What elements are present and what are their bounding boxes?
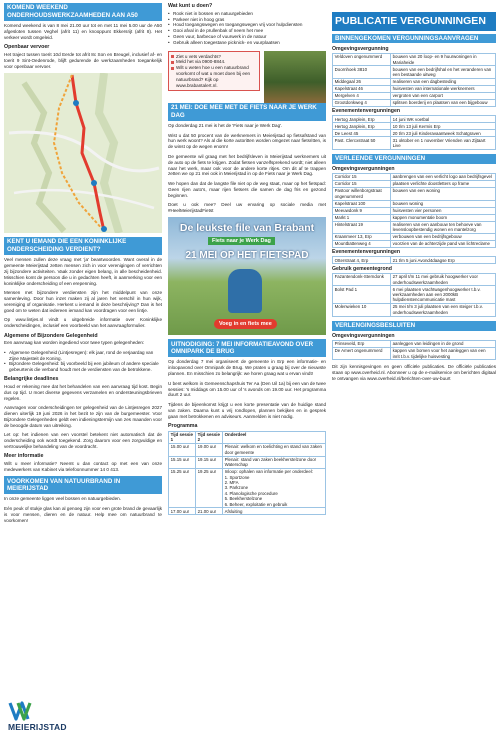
description-cell: splitsen boerderij en plaatsen van een bijgebouw bbox=[391, 99, 496, 106]
nat-p1: In onze gemeente liggen veel bossen en natuurgebieden. bbox=[4, 496, 121, 502]
deadlines-heading: Belangrijke deadlines bbox=[4, 376, 59, 383]
description-cell: realiseren van een aanbouw ten behoeve van levensloopbestendig wonen en mantelzorg bbox=[391, 221, 496, 233]
table-cell: 15.00 uur bbox=[169, 444, 196, 456]
ond-p2: Mensen met bijzondere verdiensten zijn het middelpunt van onze samenleving. Door hun inzet maken zij al jaren het verschil in hun wijk, vereniging of organisatie. Herkent u iemand in deze beschrijving? Dan is het goed om te weten dat iedereen iemand kan voordragen voor een lintje. bbox=[4, 290, 162, 313]
section-title-onderscheiding: KENT U IEMAND DIE EEN KONINKLIJKE ONDERSCHEIDING VERDIENT? bbox=[4, 237, 162, 255]
deadlines-p3: Let op: het indienen van een voorstel betekent niet automatisch dat de onderscheiding ook wordt toegekend. Zorg daarom voor een zorgvuldige en vertrouwelijke behandeling van de voordracht. bbox=[4, 432, 162, 449]
table-row bbox=[333, 174, 496, 181]
table-row bbox=[333, 286, 496, 304]
address-cell: Veldoven ongenummerd bbox=[333, 53, 391, 65]
table-row bbox=[333, 257, 496, 264]
table-row bbox=[333, 348, 496, 360]
address-cell: Kapelstraat 100 bbox=[333, 200, 391, 207]
gelegenheid-list bbox=[4, 350, 162, 374]
description-cell: kappen monumentale boom bbox=[391, 214, 496, 221]
alg-heading: Algemene of Bijzondere Gelegenheid bbox=[4, 332, 98, 339]
cyclist-figure bbox=[228, 269, 262, 313]
table-header: Tijd sessie 1 bbox=[169, 431, 196, 443]
omni-p3: Tijdens de bijeenkomst krijgt u een korte presentatie van de huidige stand van zaken. Daarna kunt u vrij rondlopen, plannen bekijken en in gesprek gaan met betrokkenen en adviseurs. Aanmelden is niet nodig. bbox=[168, 401, 326, 419]
nat-p2: Eén peuk of stukje glas kan al genoeg zijn voor een grote brand de gevaarlijk is voor mensen, dieren en de natuur. Help mee om natuurbrand te voorkomen! bbox=[4, 505, 162, 523]
verleend-evenementen-table bbox=[332, 256, 496, 264]
description-cell: realiseren van een dagbesteding bbox=[391, 78, 496, 85]
table-cell: Inloop: ophalen van informatie per onderdeel: 1. Sportzone 2. MFA 3. Parkzone 4. Planologische procedure 5. Beekherstelzone 6. Beheer, exploitatie en gebruik bbox=[223, 468, 326, 507]
table-cell: 19.15 uur bbox=[196, 456, 223, 468]
table-row bbox=[333, 273, 496, 285]
address-cell: Meeuwdonk 9 bbox=[333, 207, 391, 214]
address-cell: Middegaal 26 bbox=[333, 78, 391, 85]
table-row bbox=[333, 240, 496, 247]
address-cell: Molenwieken 10 bbox=[333, 304, 391, 316]
description-cell: bouwen van een woning bbox=[391, 188, 496, 200]
table-row bbox=[333, 116, 496, 123]
table-header: Tijd sessie 2 bbox=[196, 431, 223, 443]
address-cell: Mergelven 4 bbox=[333, 92, 391, 99]
address-cell: Corridor 15 bbox=[333, 174, 391, 181]
address-cell: Kapelstraat 46 bbox=[333, 85, 391, 92]
address-cell: Pastoor willenborgstraat ongenummerd bbox=[333, 188, 391, 200]
fiets-p5: Doet u ook mee? Deel uw ervaring op sociale media met #HeelMeierijstadFietst bbox=[168, 202, 326, 213]
fiets-p3: De gemeente wil graag met het bedrijfsleven in Meierijstad werknemers uit de auto op de fiets te krijgen. Zodat fietsen vanzelfsprekend wordt; niet alleen naar het werk, maar ook voor de andere korte ritjes. Om dit af te trappen zetten we op 21 mei ook in Meierijstad in op de Fiets naar je Werk Dag. bbox=[168, 153, 326, 177]
table-cell: 19.00 uur bbox=[196, 444, 223, 456]
sub-omgeving: Omgevingsvergunningen bbox=[332, 333, 395, 340]
list-item: • Bijzondere Gelegenheid: bij voorbeeld bij een jubileum of andere speciale gebeurtenis die verband houdt met de verdiensten van de betrokkene. bbox=[4, 361, 162, 373]
ond-p3: Op www.lintjes.nl vindt u uitgebreide informatie over Koninklijke onderscheidingen, inclusief een voorbeeld van het aanvraagformulier. bbox=[4, 317, 162, 329]
meer-heading: Meer informatie bbox=[4, 453, 44, 460]
table-cell: 17.00 uur bbox=[169, 508, 196, 515]
column-right bbox=[332, 0, 496, 386]
table-row bbox=[333, 130, 496, 137]
description-cell: 21 t/m 5 juni Avond4daagse Erp bbox=[391, 257, 496, 264]
a50-intro: Komend weekend is van 8 mei 21.00 uur tot en met 11 mei 5.00 uur de A50 afgesloten tussen Veghel (afrit 11) en knooppunt Ekkersrijt (afrit 8). Het verkeer wordt omgeleid. bbox=[4, 23, 162, 40]
ov-text: Het traject tussen toerit 10d Eerde tot afrit 8c Son en Breugel, inclusief af- en toerit 9 Sint-Oedenrode, blijft gedurende de werkzaamheden toegankelijk voor openbaar vervoer. bbox=[4, 51, 162, 69]
alert-box bbox=[168, 51, 260, 91]
list-item: • Gebruik alleen toegestane picknick- en vuurplaatsen bbox=[168, 40, 326, 46]
table-row bbox=[333, 53, 496, 65]
promo-subtitle: Fiets naar je Werk Dag bbox=[208, 237, 275, 245]
meierijstad-logo bbox=[4, 697, 94, 735]
fiets-promo-image bbox=[168, 217, 326, 335]
table-row bbox=[333, 78, 496, 85]
description-cell: 6 mei plaatsen vrachtwagenhoogwerker t.b.v. werkzaamheden aan een 2000kB hulpdienstencommunicatie mast bbox=[391, 286, 496, 304]
description-cell: 10 t/m 13 juli Kermis Erp bbox=[391, 123, 496, 130]
description-cell: 27 april t/m 11 mei gebruik hoogwerker voor onderhoudswerkzaamheden bbox=[391, 273, 496, 285]
address-cell: Hertog Janplein, Erp bbox=[333, 116, 391, 123]
table-cell: 21.00 uur bbox=[196, 508, 223, 515]
table-row bbox=[333, 233, 496, 240]
table-row bbox=[333, 123, 496, 130]
table-row bbox=[333, 181, 496, 188]
table-row bbox=[333, 99, 496, 106]
section-title-omnipark: UITNODIGING: 7 MEI INFORMATIEAVOND OVER OMNIPARK DE BRUG bbox=[168, 339, 326, 357]
sub-evenementen: Evenementenvergunningen bbox=[332, 249, 401, 256]
list-item: • Gooi afval in de prullenbak of neem het mee bbox=[168, 28, 326, 34]
table-row bbox=[169, 508, 326, 515]
binnengekomen-evenementen-table bbox=[332, 115, 496, 149]
table-row bbox=[333, 200, 496, 207]
promo-button[interactable]: Voeg in en fiets mee bbox=[214, 319, 277, 329]
ov-heading: Openbaar vervoer bbox=[4, 44, 50, 51]
description-cell: 25 mei t/m 3 juli plaatsen van een steiger t.b.v. onderhoudswerkzaamheden bbox=[391, 304, 496, 316]
section-title-a50: KOMEND WEEKEND ONDERHOUDSWERKZAAMHEDEN AAN A50 bbox=[4, 3, 162, 21]
table-row bbox=[333, 66, 496, 78]
meer-text: Wilt u meer informatie? Neemt u dan contact op met een van onze medewerkers van Kabinet via telefoonnummer 14 0 413. bbox=[4, 461, 162, 472]
description-cell: bouwen van 20 loop- en 9 huurwoningen in Mariaheide bbox=[391, 53, 496, 65]
table-row bbox=[169, 444, 326, 456]
deadlines-p2: Aanvragen voor onderscheidingen ter gelegenheid van de Lintjesregen 2027 dienen uiterlijk 19 juni 2026 in het bezit te zijn van de burgemeester. Voor Bijzondere Gelegenheden geldt een indieningstermijn van zes maanden voor de beoogde datum van uitreiking. bbox=[4, 405, 162, 428]
omni-p2: U bent welkom in Gemeenschapshuis Ter Aa (Den Uil 1a) bij een van de twee sessies: 's middags om 15.00 uur of 's avonds om 19.00 uur. Het programma duurt 2 uur. bbox=[168, 380, 326, 398]
description-cell: 20 t/m 23 juli Kinderavaantweek Schatgraven bbox=[391, 130, 496, 137]
deadlines-p1: Houd er rekening mee dat het behandelen van een aanvraag tijd kost. Begin dus op tijd. U moet diverse gegevens verzamelen en ondersteuningsbrieven regelen. bbox=[4, 383, 162, 401]
programma-table bbox=[168, 431, 326, 516]
table-row bbox=[169, 456, 326, 468]
table-row bbox=[169, 468, 326, 507]
map-graphic bbox=[4, 73, 162, 233]
description-cell: voorzien van de achterzijde pand van lichtreclame bbox=[391, 240, 496, 247]
address-cell: Fazantendonk-Sterndonk bbox=[333, 273, 391, 285]
description-cell: huisvesten vier personen bbox=[391, 207, 496, 214]
forest-photo bbox=[264, 51, 326, 103]
gemeentegrond-table bbox=[332, 273, 496, 317]
section-title-fiets: 21 MEI: DOE MEE MET DE FIETS NAAR JE WERK DAG bbox=[168, 103, 326, 121]
table-cell: Plenair: welkom en toelichting en stand van zaken door gemeente bbox=[223, 444, 326, 456]
description-cell: verbouwen van een bedrijfsgebouw bbox=[391, 233, 496, 240]
address-cell: De Amert ongenummerd bbox=[333, 348, 391, 360]
address-cell: De Leest 45 bbox=[333, 130, 391, 137]
description-cell: aanleggen van leidingen in de grond bbox=[391, 341, 496, 348]
programma-heading: Programma bbox=[168, 423, 198, 430]
description-cell: bouwen woning bbox=[391, 200, 496, 207]
address-cell: Grootdonkweg 4 bbox=[333, 99, 391, 106]
section-title-verlenging: VERLENGINGSBESLUITEN bbox=[332, 321, 496, 331]
fiets-p1: Op donderdag 21 mei is het de 'Fiets naar je Werk Dag'. bbox=[168, 123, 283, 129]
address-cell: Hertog Janplein, Erp bbox=[333, 123, 391, 130]
table-row bbox=[333, 188, 496, 200]
ond-p1: Veel mensen zullen deze vraag met 'ja' beantwoorden. Want overal in de gemeente Meierijstad zetten mensen zich in voor verenigingen of verrichten zij bijzondere activiteiten. Vaak zonder eigen belang, in alle bescheidenheid. Misschien komt de persoon die u in gedachten heeft, in aanmerking voor een koninklijke onderscheiding of een erepenning. bbox=[4, 257, 162, 286]
description-cell: plaatsen verlichte doostletters op frame bbox=[391, 181, 496, 188]
section-title-binnengekomen: BINNENGEKOMEN VERGUNNINGSAANVRAGEN bbox=[332, 34, 496, 44]
wat-heading: Wat kunt u doen? bbox=[168, 3, 213, 9]
table-header-row bbox=[169, 431, 326, 443]
sub-evenementen: Evenementenvergunningen bbox=[332, 108, 401, 115]
table-row bbox=[333, 214, 496, 221]
list-item: • Parkeer niet in hoog gras bbox=[168, 17, 326, 23]
description-cell: aanbrengen van een verlicht logo aan bedrijfsgevel bbox=[391, 174, 496, 181]
list-item: • Algemene Gelegenheid (Lintjesregen): elk jaar, rond de verjaardag van Zijne Majesteit de Koning. bbox=[4, 350, 162, 362]
promo-date: 21 MEI OP HET FIETSPAD bbox=[185, 250, 309, 262]
address-cell: Hintelstraat 19 bbox=[333, 221, 391, 233]
description-cell: vergroten van een carport bbox=[391, 92, 496, 99]
address-cell: Kraanmeer 13, Erp bbox=[333, 233, 391, 240]
alert-line: Wilt u weten hoe u een natuurbrand voorkomt of wat u moet doen bij een natuurbrand? Kijk op www.brabantalert.nl. bbox=[171, 65, 257, 89]
omni-p1: Op donderdag 7 mei organiseert de gemeente in Erp een informatie- en inloopavond over Omnipark de Brug. We praten u graag bij over de nieuwste plannen. En misschien zo belangrijk: we horen graag wat u ervan vindt! bbox=[168, 359, 326, 377]
wat-list bbox=[168, 11, 326, 46]
alert-line: Meld het via 0900-8844. bbox=[171, 59, 257, 65]
address-cell: Mountbattenweg 4 bbox=[333, 240, 391, 247]
verleend-omgeving-table bbox=[332, 173, 496, 248]
table-cell: 15.15 uur bbox=[169, 456, 196, 468]
description-cell: 14 juni WK voetbal bbox=[391, 116, 496, 123]
promo-title: De leukste file van Brabant bbox=[179, 222, 315, 235]
address-cell: Corridor 15 bbox=[333, 181, 391, 188]
column-middle bbox=[168, 0, 326, 515]
section-title-natuurbrand: VOORKOMEN VAN NATUURBRAND IN MEIERIJSTAD bbox=[4, 476, 162, 494]
fiets-p4: We hopen dan dat de langste file niet op de weg staat, maar op het fietspad: Geen rijen auto's, maar rijen fietsers die samen de dag fris en gezond beginnen. bbox=[168, 180, 326, 198]
publicatie-banner: PUBLICATIE VERGUNNINGEN bbox=[332, 12, 496, 31]
column-left bbox=[4, 0, 162, 527]
description-cell: huisvesten van internationale werknemers bbox=[391, 85, 496, 92]
address-cell: Otterstraat 4, Erp bbox=[333, 257, 391, 264]
address-cell: Markt 1 bbox=[333, 214, 391, 221]
binnengekomen-omgeving-table bbox=[332, 53, 496, 107]
table-row bbox=[333, 221, 496, 233]
table-row bbox=[333, 207, 496, 214]
table-header: Onderdeel bbox=[223, 431, 326, 443]
description-cell: bouwen van een bedrijfshal en het veranderen van een bestaande uitweg bbox=[391, 66, 496, 78]
detour-map bbox=[4, 73, 162, 233]
verlenging-table bbox=[332, 340, 496, 360]
description-cell: kappen van bomen voor het aanleggen van een inrit t.b.v. tijdelijke huisvesting bbox=[391, 348, 496, 360]
table-row bbox=[333, 304, 496, 316]
logo-text: MEIERIJSTAD bbox=[8, 722, 67, 732]
address-cell: Past. Clercxstraat 50 bbox=[333, 137, 391, 149]
table-row bbox=[333, 341, 496, 348]
fiets-p2: Wist u dat 50 procent van de werknemers in Meierijstad op fietsafstand van hun werk woont? Als al die korte autoritten worden omgezet naar fietsritten, is de winst op de wegen enorm! bbox=[168, 132, 326, 150]
table-cell: Plenair: stand van zaken beekherstelzone door Waterschap bbox=[223, 456, 326, 468]
table-row bbox=[333, 137, 496, 149]
description-cell: 31 oktober en 1 november Vrienden van Zijtaart Live bbox=[391, 137, 496, 149]
alg-text: Een aanvraag kan worden ingediend voor twee typen gelegenheden: bbox=[4, 340, 145, 346]
table-cell: Afsluiting bbox=[223, 508, 326, 515]
publicatie-notice: Dit zijn kennisgevingen en geen officiële publicaties. De officiële publicaties staan op www.overheid.nl. Abonneer u op de e-mailservice om berichten digitaal te ontvangen via www.overheid.nl/berichten-over-uw-buurt bbox=[332, 364, 496, 382]
list-item: • Geen vuur, barbecue of vuurwerk in de natuur bbox=[168, 34, 326, 40]
address-cell: Doornhoek 3810 bbox=[333, 66, 391, 78]
list-item: • Houd toegangswegen en toegangswegen vrij voor hulpdiensten bbox=[168, 22, 326, 28]
table-row bbox=[333, 92, 496, 99]
list-item: • Rook niet in bossen en natuurgebieden bbox=[168, 11, 326, 17]
address-cell: Bolst Pad 1 bbox=[333, 286, 391, 304]
alert-line: Ziet u vets verdachts? bbox=[171, 54, 257, 60]
address-cell: Prinseveld, Erp bbox=[333, 341, 391, 348]
section-title-verleend: VERLEENDE VERGUNNINGEN bbox=[332, 154, 496, 164]
sub-omgeving: Omgevingsvergunningen bbox=[332, 166, 395, 173]
table-cell: 15.25 uur bbox=[169, 468, 196, 507]
table-row bbox=[333, 85, 496, 92]
sub-gemeentegrond: Gebruik gemeentegrond bbox=[332, 265, 392, 272]
sub-omgeving: Omgevingsvergunning bbox=[332, 45, 389, 52]
table-cell: 19.25 uur bbox=[196, 468, 223, 507]
